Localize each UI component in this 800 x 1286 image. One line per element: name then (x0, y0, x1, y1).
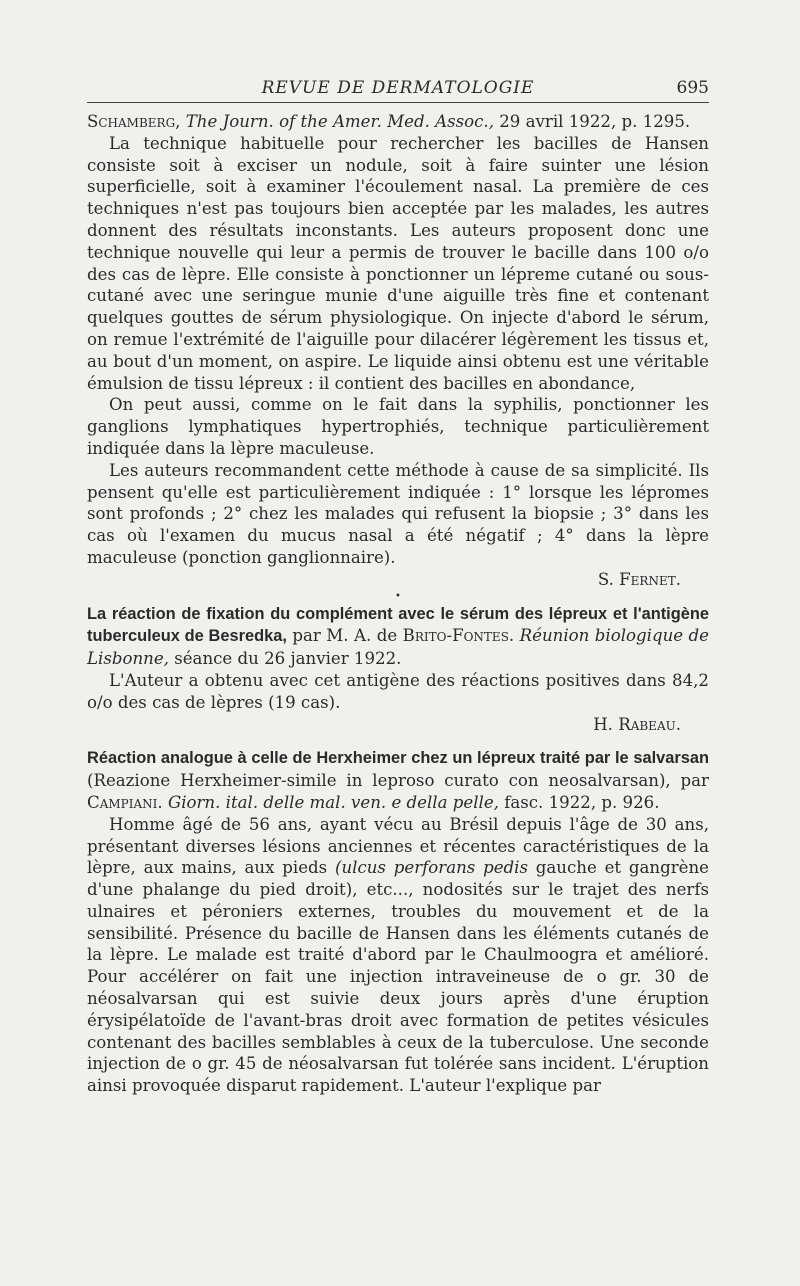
ornament: • (395, 590, 401, 602)
reference-line (87, 111, 709, 133)
ref-author: Schamberg, (87, 112, 181, 131)
source-journal: Réunion biologique de Lisbonne, (87, 626, 709, 669)
paragraph: La technique habituelle pour rechercher les bacilles de Hansen consiste soit à exciser un nodule, soit à faire suinter une lésion superficielle, soit à examiner l'écoulement nasal. La première de ces techniques n'est pas toujours bien acceptée par les malades, les autres donnent des résultats inconstants. Les auteurs proposent donc une technique nouvelle qui leur a permis de trouver le bacille dans 100 o/o des cas de lèpre. Elle consiste à ponctionner un lépreme cutané ou sous-cutané avec une seringue munie d'une aiguille très fine et contenant quelques gouttes de sérum physiologique. On injecte d'abord le sérum, on remue l'extrémité de l'aiguille pour dilacérer légèrement les tissus et, au bout d'un moment, on aspire. Le liquide ainsi obtenu est une véritable émulsion de tissu lépreux : il contient des bacilles en abondance, (87, 133, 709, 393)
byline: par M. A. de (292, 626, 398, 646)
ref-journal: The Journ. of the Amer. Med. Assoc., (185, 112, 494, 131)
source-ref: fasc. 1922, p. 926. (504, 792, 660, 812)
paragraph: On peut aussi, comme on le fait dans la syphilis, ponctionner les ganglions lymphatiques hypertrophiés, technique particulièrement indiquée dans la lèpre maculeuse. (87, 395, 709, 458)
paragraph: Homme âgé de 56 ans, ayant vécu au Brésil depuis l'âge de 30 ans, présentant diverses lésions anciennes et récentes caractéristiques de la lèpre, aux mains, aux pieds (ulcus perforans pedis gauche et gangrène d'une phalange du pied droit), etc..., nodosités sur le trajet des nerfs ulnaires et péroniers externes, troubles du mouvement et de la sensibilité. Présence du bacille de Hansen dans les éléments cutanés de la lèpre. Le malade est traité d'abord par le Chaulmoogra et amélioré. Pour accélérer on fait une injection intraveineuse de o gr. 30 de néosalvarsan qui est suivie deux jours après d'une éruption érysipélatoïde de l'avant-bras droit avec formation de petites vésicules contenant des bacilles semblables à ceux de la tuberculose. Une seconde injection de o gr. 45 de néosalvarsan fut tolérée sans incident. L'éruption ainsi provoquée disparut rapidement. L'auteur l'explique par (87, 814, 709, 1096)
signature: H. Rabeau. (593, 714, 681, 734)
running-head (87, 78, 709, 103)
journal-page (87, 78, 709, 1097)
article-title: Réaction analogue à celle de Herxheimer chez un lépreux traité par le salvarsan (87, 749, 709, 768)
author-name: Brito-Fontes. (402, 626, 515, 646)
article-subtitle: (Reazione Herxheimer-simile in leproso curato con neosalvarsan), par (87, 771, 709, 791)
source-date: séance du 26 janvier 1922. (174, 649, 402, 669)
article-title: La réaction de fixation du complément avec le sérum des lépreux et l'antigène tuberculeux de Besredka, (87, 604, 709, 646)
article-heading (87, 603, 709, 670)
paragraph: L'Auteur a obtenu avec cet antigène des réactions positives dans 84,2 o/o des cas de lèpres (19 cas). (87, 670, 709, 712)
signature: S. Fernet. (597, 569, 681, 589)
article-heading (87, 747, 709, 813)
journal-title: REVUE DE DERMATOLOGIE (261, 78, 535, 98)
paragraph: Les auteurs recommandent cette méthode à cause de sa simplicité. Ils pensent qu'elle est particulièrement indiquée : 1° lorsque les lépromes sont profonds ; 2° chez les malades qui refusent la biopsie ; 3° dans les cas où l'examen du mucus nasal a été négatif ; 4° dans la lèpre maculeuse (ponction ganglionnaire). (87, 460, 709, 567)
ref-page: p. 1295. (621, 112, 691, 131)
author-name: Campiani. (87, 792, 163, 812)
latin-term: (ulcus perforans pedis (334, 858, 528, 878)
page-number: 695 (676, 78, 709, 98)
ref-date: 29 avril 1922, (499, 112, 617, 131)
source-journal: Giorn. ital. delle mal. ven. e della pelle, (167, 792, 499, 812)
page-body (87, 111, 709, 1097)
